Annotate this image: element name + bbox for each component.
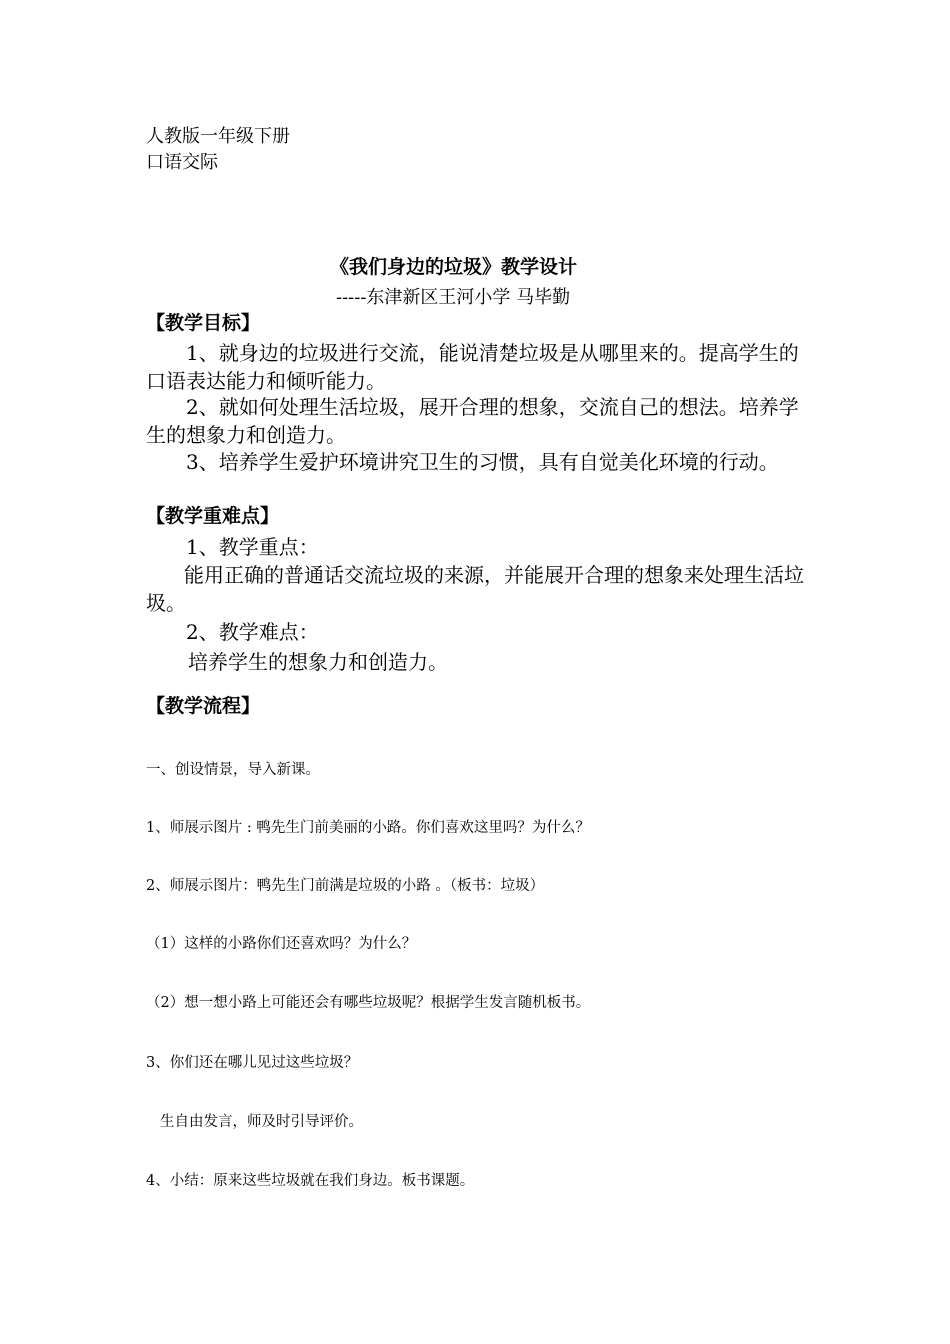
focus-label: 1、教学重点： [186,535,319,559]
goal-item: 2、就如何处理生活垃圾，展开合理的想象，交流自己的想法。培养学生的想象力和创造力。 [146,395,799,447]
process-heading: 【教学流程】 [146,695,261,717]
goal-item: 1、就身边的垃圾进行交流，能说清楚垃圾是从哪里来的。提高学生的口语表达能力和倾听能力。 [146,341,799,393]
goals-heading: 【教学目标】 [146,312,261,334]
process-line: 3、你们还在哪儿见过这些垃圾？ [146,1055,359,1071]
header-subject: 口语交际 [146,152,218,173]
process-line: （2）想一想小路上可能还会有哪些垃圾呢？根据学生发言随机板书。 [146,995,591,1011]
focus-text: 能用正确的普通话交流垃圾的来源，并能展开合理的想象来处理生活垃圾。 [146,563,804,615]
difficulty-label: 2、教学难点： [186,620,319,644]
process-line: （1）这样的小路你们还喜欢吗？为什么？ [146,936,417,952]
goal-item: 3、培养学生爱护环境讲究卫生的习惯，具有自觉美化环境的行动。 [186,450,779,474]
author-line: -----东津新区王河小学 马毕勤 [336,287,571,308]
process-line: 一、创设情景，导入新课。 [146,762,320,778]
header-grade: 人教版一年级下册 [146,126,290,147]
process-line: 生自由发言，师及时引导评价。 [160,1114,363,1130]
keypoints-heading: 【教学重难点】 [146,505,280,527]
process-line: 2、师展示图片：鸭先生门前满是垃圾的小路 。（板书：垃圾） [146,878,545,894]
process-line: 4、小结：原来这些垃圾就在我们身边。板书课题。 [146,1173,475,1189]
document-title: 《我们身边的垃圾》教学设计 [330,256,578,278]
difficulty-text: 培养学生的想象力和创造力。 [188,650,448,674]
process-line: 1、师展示图片 : 鸭先生门前美丽的小路。你们喜欢这里吗？为什么？ [146,820,590,836]
